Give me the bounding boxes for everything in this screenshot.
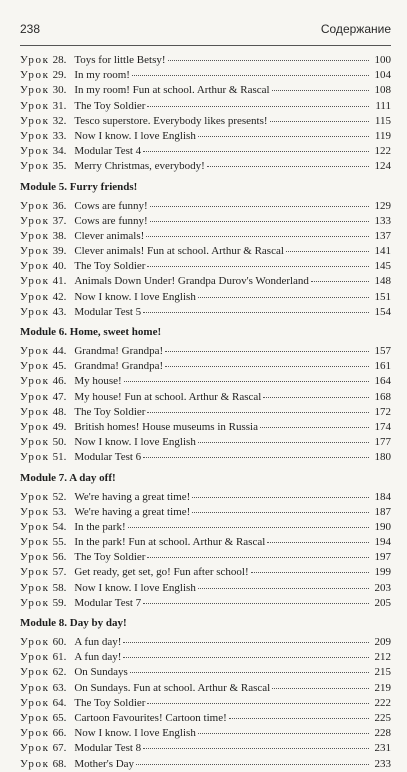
dot-leader <box>132 65 369 76</box>
lesson-title: A fun day! <box>74 636 122 648</box>
lesson-number: 43. <box>52 305 67 318</box>
lesson-page-number: 168 <box>374 390 391 403</box>
lesson-title: My house! Fun at school. Arthur & Rascal <box>74 390 262 403</box>
lesson-title: Modular Test 6 <box>74 451 142 464</box>
lesson-title: Grandma! Grandpa! <box>74 345 164 357</box>
lesson-title: Modular Test 8 <box>74 742 142 755</box>
lesson-number: 60. <box>52 636 67 648</box>
lesson-title: Now I know. I love English <box>74 290 196 303</box>
lesson-page-number: 108 <box>374 84 391 97</box>
header-rule <box>20 45 391 46</box>
lesson-page-number: 151 <box>374 290 391 303</box>
lesson-title: The Toy Soldier <box>74 99 146 112</box>
lesson-label: Урок <box>20 711 50 724</box>
lesson-number: 68. <box>52 757 67 770</box>
lesson-number: 40. <box>52 260 67 273</box>
lesson-title: We're having a great time! <box>74 490 191 503</box>
lesson-number: 67. <box>52 742 67 755</box>
lesson-number: 37. <box>52 214 67 227</box>
lesson-page-number: 145 <box>374 260 391 273</box>
lesson-number: 52. <box>52 490 67 503</box>
lesson-label: Урок <box>20 229 50 242</box>
lesson-page-number: 157 <box>374 345 391 357</box>
lesson-title: Toys for little Betsy! <box>74 54 166 66</box>
module-heading: Module 7. A day off! <box>20 471 116 484</box>
lesson-page-number: 174 <box>374 420 391 433</box>
lesson-label: Урок <box>20 360 50 373</box>
dot-leader <box>147 547 369 558</box>
lesson-page-number: 187 <box>374 505 391 518</box>
lesson-label: Урок <box>20 214 50 227</box>
dot-leader <box>124 371 369 382</box>
page-header <box>20 22 391 38</box>
lesson-label: Урок <box>20 536 50 549</box>
lesson-title: In my room! <box>74 69 130 82</box>
lesson-number: 45. <box>52 360 67 373</box>
dot-leader <box>143 141 369 152</box>
dot-leader <box>192 502 369 513</box>
lesson-page-number: 129 <box>374 199 391 212</box>
dot-leader <box>260 417 369 428</box>
lesson-page-number: 161 <box>374 360 391 373</box>
lesson-number: 36. <box>52 199 67 212</box>
lesson-number: 38. <box>52 229 67 242</box>
dot-leader <box>130 662 369 673</box>
lesson-label: Урок <box>20 114 50 127</box>
lesson-label: Урок <box>20 345 50 357</box>
dot-leader <box>146 226 369 237</box>
lesson-label: Урок <box>20 375 50 388</box>
dot-leader <box>192 487 369 498</box>
lesson-number: 35. <box>52 160 67 173</box>
lesson-title: Modular Test 5 <box>74 305 142 318</box>
lesson-label: Урок <box>20 505 50 518</box>
dot-leader <box>263 387 369 398</box>
lesson-label: Урок <box>20 54 50 66</box>
module-heading: Module 5. Furry friends! <box>20 180 138 193</box>
toc-entry <box>20 304 391 319</box>
module-heading: Module 6. Home, sweet home! <box>20 326 162 338</box>
dot-leader <box>143 302 369 313</box>
dot-leader <box>198 578 369 589</box>
lesson-title: In my room! Fun at school. Arthur & Rascal <box>74 84 270 97</box>
lesson-label: Урок <box>20 290 50 303</box>
lesson-page-number: 219 <box>374 681 391 694</box>
lesson-number: 39. <box>52 245 67 258</box>
lesson-title: My house! <box>74 375 122 388</box>
lesson-label: Урок <box>20 84 50 97</box>
lesson-page-number: 177 <box>374 436 391 449</box>
lesson-label: Урок <box>20 551 50 564</box>
lesson-number: 64. <box>52 696 67 709</box>
lesson-label: Урок <box>20 451 50 464</box>
lesson-title: Cows are funny! <box>74 199 148 212</box>
lesson-label: Урок <box>20 742 50 755</box>
dot-leader <box>198 432 369 443</box>
lesson-page-number: 212 <box>374 651 391 664</box>
dot-leader <box>311 271 369 282</box>
lesson-page-number: 194 <box>374 536 391 549</box>
lesson-label: Урок <box>20 757 50 770</box>
toc-entry <box>20 158 391 173</box>
lesson-title: We're having a great time! <box>74 505 191 518</box>
lesson-label: Урок <box>20 727 50 740</box>
lesson-title: Cows are funny! <box>74 214 148 227</box>
lesson-number: 44. <box>52 345 67 357</box>
lesson-title: A fun day! <box>74 651 122 664</box>
lesson-number: 47. <box>52 390 67 403</box>
lesson-page-number: 119 <box>374 129 391 142</box>
lesson-number: 33. <box>52 129 67 142</box>
dot-leader <box>272 80 369 91</box>
lesson-page-number: 111 <box>375 99 391 112</box>
lesson-label: Урок <box>20 199 50 212</box>
lesson-page-number: 180 <box>374 451 391 464</box>
lesson-number: 30. <box>52 84 67 97</box>
section-title: Содержание <box>320 22 391 36</box>
lesson-label: Урок <box>20 651 50 664</box>
dot-leader <box>251 562 369 573</box>
dot-leader <box>198 723 369 734</box>
lesson-number: 42. <box>52 290 67 303</box>
lesson-number: 28. <box>52 54 67 66</box>
lesson-title: Mother's Day <box>74 757 135 770</box>
lesson-number: 48. <box>52 405 67 418</box>
lesson-number: 51. <box>52 451 67 464</box>
lesson-title: The Toy Soldier <box>74 551 146 564</box>
dot-leader <box>150 211 369 222</box>
lesson-page-number: 225 <box>374 711 391 724</box>
lesson-title: Modular Test 7 <box>74 596 142 609</box>
lesson-page-number: 222 <box>374 696 391 709</box>
lesson-page-number: 215 <box>374 666 391 679</box>
lesson-page-number: 231 <box>374 742 391 755</box>
lesson-page-number: 233 <box>374 757 391 770</box>
lesson-label: Урок <box>20 160 50 173</box>
lesson-label: Урок <box>20 436 50 449</box>
dot-leader <box>147 96 369 107</box>
lesson-label: Урок <box>20 636 50 648</box>
lesson-number: 61. <box>52 651 67 664</box>
lesson-title: Merry Christmas, everybody! <box>74 160 205 173</box>
lesson-number: 31. <box>52 99 67 112</box>
lesson-label: Урок <box>20 405 50 418</box>
lesson-title: Now I know. I love English <box>74 727 196 740</box>
lesson-number: 58. <box>52 581 67 594</box>
lesson-page-number: 148 <box>374 275 391 288</box>
lesson-title: In the park! Fun at school. Arthur & Rascal <box>74 536 266 549</box>
toc-entry <box>20 756 391 771</box>
lesson-title: Clever animals! <box>74 229 145 242</box>
lesson-page-number: 122 <box>374 145 391 158</box>
lesson-label: Урок <box>20 490 50 503</box>
dot-leader <box>270 111 369 122</box>
lesson-page-number: 115 <box>374 114 391 127</box>
lesson-page-number: 141 <box>374 245 391 258</box>
lesson-number: 29. <box>52 69 67 82</box>
lesson-page-number: 197 <box>374 551 391 564</box>
dot-leader <box>168 50 369 61</box>
lesson-page-number: 154 <box>374 305 391 318</box>
lesson-number: 63. <box>52 681 67 694</box>
lesson-title: Clever animals! Fun at school. Arthur & Rascal <box>74 245 284 258</box>
dot-leader <box>123 632 369 643</box>
dot-leader <box>198 126 369 137</box>
lesson-title: Modular Test 4 <box>74 145 142 158</box>
lesson-title: Now I know. I love English <box>74 436 196 449</box>
lesson-number: 34. <box>52 145 67 158</box>
lesson-title: Now I know. I love English <box>74 581 196 594</box>
lesson-number: 62. <box>52 666 67 679</box>
lesson-number: 49. <box>52 420 67 433</box>
lesson-number: 57. <box>52 566 67 579</box>
dot-leader <box>207 156 369 167</box>
lesson-label: Урок <box>20 245 50 258</box>
lesson-title: Get ready, get set, go! Fun after school! <box>74 566 249 579</box>
lesson-title: The Toy Soldier <box>74 405 146 418</box>
dot-leader <box>143 593 369 604</box>
lesson-number: 41. <box>52 275 67 288</box>
lesson-page-number: 184 <box>374 490 391 503</box>
dot-leader <box>267 532 369 543</box>
lesson-label: Урок <box>20 681 50 694</box>
dot-leader <box>147 402 369 413</box>
lesson-title: The Toy Soldier <box>74 696 146 709</box>
lesson-title: On Sundays. Fun at school. Arthur & Rascal <box>74 681 271 694</box>
lesson-number: 65. <box>52 711 67 724</box>
lesson-page-number: 209 <box>374 636 391 648</box>
lesson-label: Урок <box>20 666 50 679</box>
lesson-page-number: 199 <box>374 566 391 579</box>
lesson-page-number: 190 <box>374 520 391 533</box>
lesson-title: Cartoon Favourites! Cartoon time! <box>74 711 227 724</box>
dot-leader <box>147 256 369 267</box>
dot-leader <box>136 754 369 765</box>
lesson-label: Урок <box>20 390 50 403</box>
lesson-page-number: 205 <box>374 596 391 609</box>
dot-leader <box>143 738 369 749</box>
dot-leader <box>198 287 369 298</box>
module-heading: Module 8. Day by day! <box>20 617 127 629</box>
dot-leader <box>165 341 369 352</box>
dot-leader <box>128 517 369 528</box>
page-number: 238 <box>20 22 41 36</box>
dot-leader <box>165 356 369 367</box>
lesson-page-number: 104 <box>374 69 391 82</box>
table-of-contents <box>20 52 391 771</box>
dot-leader <box>143 447 369 458</box>
lesson-page-number: 164 <box>374 375 391 388</box>
lesson-label: Урок <box>20 520 50 533</box>
lesson-label: Урок <box>20 420 50 433</box>
lesson-page-number: 100 <box>374 54 391 66</box>
lesson-title: British homes! House museums in Russia <box>74 420 258 433</box>
lesson-label: Урок <box>20 129 50 142</box>
dot-leader <box>147 693 369 704</box>
lesson-number: 55. <box>52 536 67 549</box>
toc-entry <box>20 595 391 610</box>
dot-leader <box>286 241 369 252</box>
lesson-label: Урок <box>20 275 50 288</box>
toc-entry <box>20 449 391 464</box>
lesson-label: Урок <box>20 696 50 709</box>
dot-leader <box>123 647 369 658</box>
lesson-title: Animals Down Under! Grandpa Durov's Wonderland <box>74 275 309 288</box>
lesson-number: 46. <box>52 375 67 388</box>
lesson-number: 59. <box>52 596 67 609</box>
lesson-label: Урок <box>20 260 50 273</box>
lesson-page-number: 137 <box>374 229 391 242</box>
lesson-number: 56. <box>52 551 67 564</box>
lesson-label: Урок <box>20 581 50 594</box>
lesson-number: 53. <box>52 505 67 518</box>
lesson-number: 32. <box>52 114 67 127</box>
lesson-title: Tesco superstore. Everybody likes presents! <box>74 114 268 127</box>
lesson-page-number: 172 <box>374 405 391 418</box>
lesson-title: On Sundays <box>74 666 128 679</box>
dot-leader <box>229 708 369 719</box>
lesson-label: Урок <box>20 99 50 112</box>
dot-leader <box>150 196 369 207</box>
lesson-label: Урок <box>20 145 50 158</box>
lesson-title: In the park! <box>74 520 126 533</box>
lesson-label: Урок <box>20 69 50 82</box>
lesson-number: 54. <box>52 520 67 533</box>
lesson-title: The Toy Soldier <box>74 260 146 273</box>
lesson-number: 66. <box>52 727 67 740</box>
lesson-label: Урок <box>20 305 50 318</box>
lesson-page-number: 133 <box>374 214 391 227</box>
lesson-label: Урок <box>20 596 50 609</box>
lesson-title: Grandma! Grandpa! <box>74 360 164 373</box>
lesson-page-number: 228 <box>374 727 391 740</box>
lesson-page-number: 203 <box>374 581 391 594</box>
lesson-number: 50. <box>52 436 67 449</box>
lesson-page-number: 124 <box>374 160 391 173</box>
lesson-label: Урок <box>20 566 50 579</box>
dot-leader <box>272 678 369 689</box>
lesson-title: Now I know. I love English <box>74 129 196 142</box>
